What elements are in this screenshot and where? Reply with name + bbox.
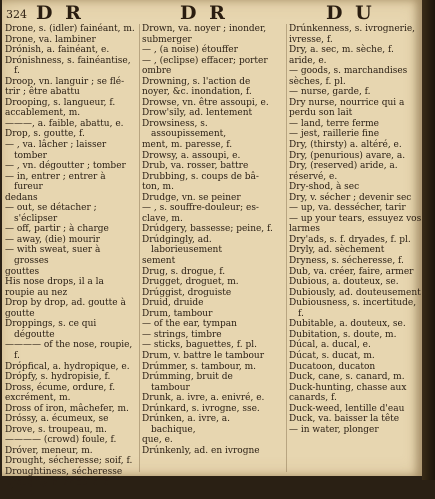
dictionary-entry: — with sweat, suer à grosses (5, 245, 101, 267)
dictionary-entry: Dry nurse, nourrice qui a (289, 97, 405, 108)
dictionary-entry: submerger (142, 34, 192, 45)
dictionary-entry: Drúmming, bruit de tambour (142, 372, 233, 393)
dictionary-entry: Drudge, vn. se peiner (142, 192, 241, 203)
dictionary-entry: — goods, s. marchandises (289, 66, 408, 77)
dictionary-entry: — off, partir ; à charge (5, 224, 109, 235)
dictionary-entry: Drum, tambour (142, 308, 213, 319)
dictionary-entry: — jest, raillerie fine (289, 129, 380, 140)
dictionary-entry: His nose drops, il a la (5, 277, 104, 288)
dictionary-entry: perdu son lait (289, 108, 353, 119)
dictionary-entry: Drove, s. troupeau, m. (5, 424, 107, 435)
dictionary-entry: Drown, va. noyer ; inonder, (142, 24, 267, 34)
dictionary-entry: — in water, plonger (289, 424, 379, 435)
column-divider (286, 24, 287, 472)
dictionary-entry: — land, terre ferme (289, 118, 379, 129)
dictionary-entry: — nurse, garde, f. (289, 87, 371, 98)
dictionary-entry: — in, entrer ; entrer à fureur (5, 171, 106, 193)
dictionary-entry: — , vn. dégoutter ; tomber (5, 161, 126, 172)
dictionary-entry: — , s. souffre-douleur; es- (142, 203, 259, 214)
dictionary-entry: Duck, cane, s. canard, m. (289, 372, 405, 383)
dictionary-entry: noyer, &c. inondation, f. (142, 87, 252, 98)
dictionary-entry: Drone, va. lambiner (5, 34, 96, 45)
book-edge (422, 0, 435, 480)
dictionary-entry: Drúmmer, s. tambour, m. (142, 361, 257, 372)
dictionary-entry: canards, f. (289, 393, 337, 404)
dictionary-entry: Dry'ads, s. f. dryades, f. pl. (289, 234, 411, 245)
dictionary-entry: dedans (5, 192, 38, 203)
dictionary-entry: ivresse, f. (289, 34, 333, 45)
dictionary-entry: ton, m. (142, 182, 174, 193)
dictionary-entry: Drub, va. rosser, battre (142, 161, 249, 172)
dictionary-entry: Dry-shod, à sec (289, 182, 360, 193)
dictionary-entry: Duck-hunting, chasse aux (289, 382, 407, 393)
dictionary-entry: ———— of the nose, roupie, f. (5, 340, 133, 361)
dictionary-entry: Drowsy, a. assoupi, e. (142, 150, 241, 161)
dictionary-entry: que, e. (142, 435, 173, 446)
dictionary-entry: gouttes (5, 266, 40, 277)
dictionary-entry: Dross, écume, ordure, f. (5, 382, 116, 393)
dictionary-entry: réservé, e. (289, 171, 338, 182)
dictionary-entry: Drooping, s. langueur, f. (5, 97, 116, 108)
dictionary-entry: roupie au nez (5, 287, 68, 298)
dictionary-entry: Drónish, a. fainéant, e. (5, 45, 110, 56)
running-head-right: D U (326, 2, 375, 24)
dictionary-entry: Drop by drop, ad. goutte à (5, 298, 126, 309)
dictionary-entry: — up, va. dessécher, tarir (289, 203, 406, 214)
dictionary-entry: — up your tears, essuyez vos (289, 213, 422, 224)
dictionary-entry: Dubitation, s. doute, m. (289, 329, 397, 340)
dictionary-entry: Drunk, a. ivre, a. enivré, e. (142, 393, 265, 404)
dictionary-entry: Dubiousness, s. incertitude, f. (289, 298, 417, 319)
dictionary-entry: Dross of iron, mâchefer, m. (5, 403, 129, 414)
dictionary-entry: Dúcal, a. ducal, e. (289, 340, 371, 351)
dictionary-entry: Dry, (penurious) avare, a. (289, 150, 406, 161)
dictionary-entry: Drum, v. battre le tambour (142, 350, 265, 361)
dictionary-entry: Dryness, s. sécheresse, f. (289, 256, 404, 267)
dictionary-page (2, 0, 422, 499)
column-2 (142, 24, 274, 474)
column-1 (5, 24, 137, 499)
dictionary-entry: ———— (crowd) foule, f. (5, 435, 117, 446)
dictionary-entry: Drúggist, droguiste (142, 287, 232, 298)
dictionary-entry: Dróver, meneur, m. (5, 445, 93, 456)
dictionary-entry: Dub, va. créer, faire, armer (289, 266, 414, 277)
dictionary-entry: Duck, va. baisser la tête (289, 414, 400, 425)
dictionary-entry: — sticks, baguettes, f. pl. (142, 340, 257, 351)
dictionary-entry: Dry, a. sec, m. sèche, f. (289, 45, 394, 56)
column-divider (139, 24, 140, 472)
dictionary-entry: Dúcat, s. ducat, m. (289, 350, 375, 361)
dictionary-entry: Drúnkard, s. ivrogne, sse. (142, 403, 260, 414)
dictionary-entry: ———, a. faible, abattu, e. (5, 118, 124, 129)
dictionary-entry: sement (142, 256, 176, 267)
dictionary-entry: — strings, timbre (142, 329, 222, 340)
dictionary-entry: Drugget, droguet, m. (142, 277, 239, 288)
dictionary-entry: clave, m. (142, 213, 183, 224)
dictionary-entry: Drúnkenly, ad. en ivrogne (142, 445, 260, 456)
dictionary-entry: Droughtiness, sécheresse (5, 466, 123, 477)
dictionary-entry: Dry, (thirsty) a. altéré, e. (289, 140, 402, 151)
dictionary-entry: Drowning, s. l'action de (142, 76, 251, 87)
dictionary-entry: Dubiously, ad. douteusement (289, 287, 421, 298)
dictionary-entry: Droppings, s. ce qui dégoutte (5, 319, 97, 340)
page-header (2, 2, 422, 24)
dictionary-entry: sèches, f. pl. (289, 76, 346, 87)
dictionary-entry: larmes (289, 224, 321, 235)
page-number: 324 (6, 8, 27, 21)
dictionary-entry: goutte (5, 308, 35, 319)
dictionary-entry: Drúnkenness, s. ivrognerie, (289, 24, 416, 34)
dictionary-entry: Droop, vn. languir ; se flé- (5, 76, 125, 87)
dictionary-entry: — out, se détacher ; s'éclipser (5, 203, 97, 224)
dictionary-entry: téré, e. (5, 488, 38, 499)
dictionary-entry: Duck-weed, lentille d'eau (289, 403, 405, 414)
dictionary-entry: Drowsiness, s. assoupissement, (142, 118, 227, 140)
dictionary-entry: Drópfical, a. hydropique, e. (5, 361, 130, 372)
dictionary-entry: Drónishness, s. fainéantise, f. (5, 55, 131, 77)
dictionary-entry: Dry, v. sécher ; devenir sec (289, 192, 412, 203)
dictionary-entry: Drúdgery, bassesse; peine, f. (142, 224, 273, 235)
running-head-left: D R (36, 2, 84, 24)
dictionary-entry: Drought, sécheresse; soif, f. (5, 456, 133, 467)
dictionary-entry: Drúdgingly, ad. laborieusement (142, 234, 222, 256)
running-head-center: D R (180, 2, 228, 24)
dictionary-entry: Drone, s. (idler) fainéant, m. (5, 24, 135, 34)
dictionary-entry: Droughty, a. aride, a. al- (5, 477, 116, 488)
dictionary-entry: Drubbing, s. coups de bâ- (142, 171, 259, 182)
dictionary-entry: Druid, druide (142, 298, 204, 309)
dictionary-entry: accablement, m. (5, 108, 81, 119)
dictionary-entry: Drowse, vn. être assoupi, e. (142, 97, 269, 108)
dictionary-entry: aride, e. (289, 55, 327, 66)
dictionary-entry: — of the ear, tympan (142, 319, 237, 330)
dictionary-entry: Dubitable, a. douteux, se. (289, 319, 406, 330)
dictionary-entry: Dryly, ad. sèchement (289, 245, 385, 256)
dictionary-entry: Drug, s. drogue, f. (142, 266, 226, 277)
dictionary-entry: excrément, m. (5, 393, 71, 404)
dictionary-entry: Drópfy, s. hydropisie, f. (5, 372, 111, 383)
dictionary-entry: — , va. lâcher ; laisser tomber (5, 140, 107, 161)
dictionary-entry: Ducatoon, ducaton (289, 361, 376, 372)
dictionary-entry: trir ; être abattu (5, 87, 80, 98)
dictionary-entry: Drow'sily, ad. lentement (142, 108, 253, 119)
dictionary-entry: — , (eclipse) effacer; porter (142, 55, 268, 66)
dictionary-entry: Drúnken, a. ivre, a. bachique, (142, 414, 231, 435)
dictionary-entry: Dróssy, a. écumeux, se (5, 414, 109, 425)
dictionary-entry: — , (a noise) étouffer (142, 45, 238, 56)
dictionary-entry: Dry, (reserved) aride, a. (289, 161, 398, 172)
dictionary-entry: ment, m. paresse, f. (142, 140, 233, 151)
column-3 (289, 24, 422, 474)
dictionary-entry: — away, (die) mourir (5, 234, 100, 245)
dictionary-entry: Dubious, a. douteux, se. (289, 277, 399, 288)
dictionary-entry: ombre (142, 66, 172, 77)
dictionary-entry: Drop, s. goutte, f. (5, 129, 85, 140)
